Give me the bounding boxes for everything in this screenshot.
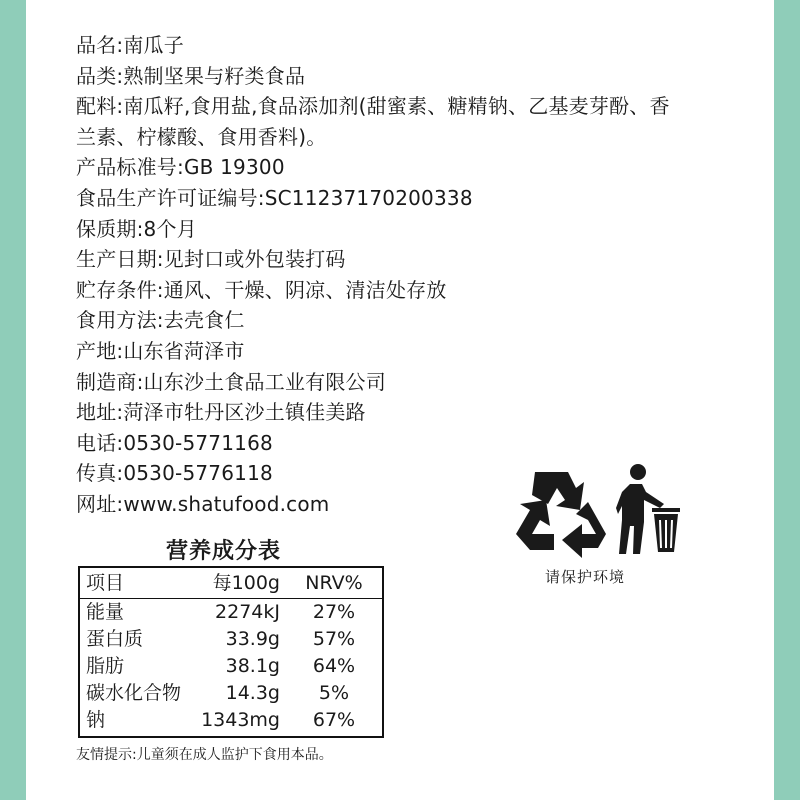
nutrition-table [78,566,384,738]
nutrient-amount: 38.1g [225,655,280,677]
nutrition-row [80,680,382,706]
info-line: 品名:南瓜子 [76,33,184,57]
nutrition-title: 营养成分表 [166,539,282,564]
info-line: 制造商:山东沙土食品工业有限公司 [76,369,386,394]
trash-person-icon [606,462,686,562]
nutrient-name: 脂肪 [86,655,125,677]
nutrient-amount: 2274kJ [215,601,280,623]
nutrition-row [80,599,382,625]
nutrient-nrv: 67% [312,709,356,731]
nutrient-name: 能量 [86,601,125,623]
nutrient-nrv: 64% [312,655,356,677]
info-line: 食用方法:去壳食仁 [76,308,245,333]
nutrient-amount: 1343mg [201,709,280,731]
nutrient-name: 钠 [86,709,106,731]
info-line: 配料:南瓜籽,食用盐,食品添加剂(甜蜜素、糖精钠、乙基麦芽酚、香 [76,94,670,119]
warning-tip: 友情提示:儿童须在成人监护下食用本品。 [76,747,333,763]
info-line: 贮存条件:通风、干燥、阴凉、清洁处存放 [76,277,447,302]
header-per100g: 每100g [212,572,280,594]
info-line: 产地:山东省菏泽市 [76,338,245,363]
info-line: 兰素、柠檬酸、食用香料)。 [76,124,327,149]
header-nrv: NRV% [305,572,363,594]
nutrition-row [80,626,382,652]
nutrient-name: 碳水化合物 [86,682,182,704]
nutrient-name: 蛋白质 [86,628,144,650]
header-item: 项目 [86,572,125,594]
info-line: 传真:0530-5776118 [76,461,273,486]
info-line: 地址:菏泽市牡丹区沙土镇佳美路 [76,400,366,425]
info-line: 产品标准号:GB 19300 [76,155,285,180]
nutrition-row [80,707,382,733]
info-line: 网址:www.shatufood.com [76,491,330,516]
info-line: 保质期:8个月 [76,216,197,241]
info-line: 食品生产许可证编号:SC11237170200338 [76,185,473,210]
nutrient-nrv: 27% [312,601,356,623]
product-info [76,30,756,520]
protect-environment-text: 请保护环境 [545,568,626,586]
right-edge-band [774,0,800,800]
info-line: 生产日期:见封口或外包装打码 [76,247,346,272]
nutrient-amount: 33.9g [225,628,280,650]
left-edge-band [0,0,26,800]
nutrition-header-row [80,570,382,596]
nutrient-amount: 14.3g [225,682,280,704]
nutrition-row [80,653,382,679]
nutrient-nrv: 5% [318,682,350,704]
info-line: 品类:熟制坚果与籽类食品 [76,63,306,88]
nutrient-nrv: 57% [312,628,356,650]
recycle-icon [510,462,610,562]
info-line: 电话:0530-5771168 [76,430,273,455]
